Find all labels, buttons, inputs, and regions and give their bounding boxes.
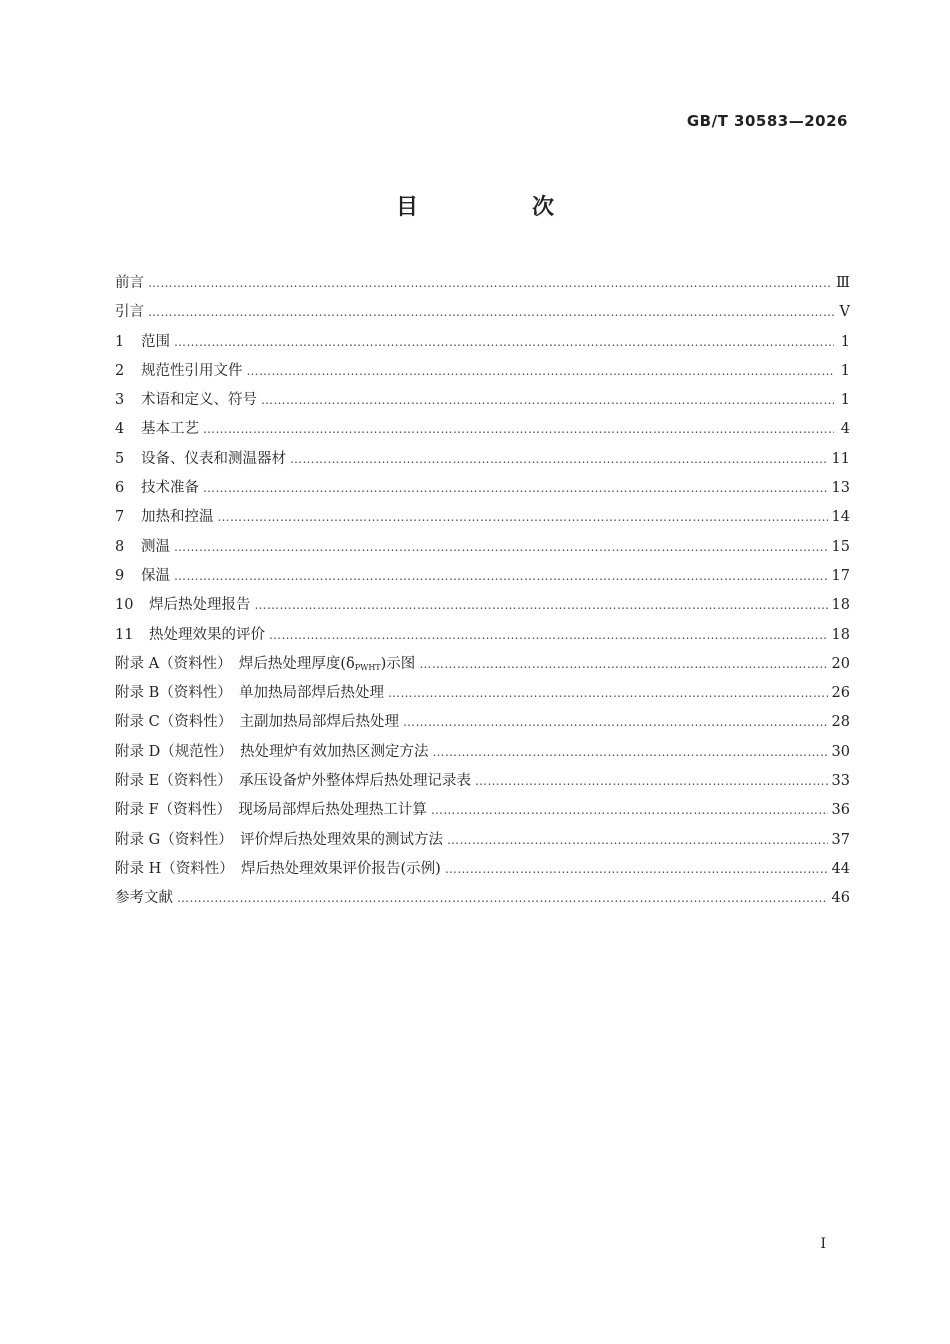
toc-entry-page: 18 — [831, 597, 850, 614]
toc-entry-label: 引言 — [115, 304, 144, 321]
toc-entry-5[interactable] — [115, 445, 850, 474]
toc-leader-dots — [445, 855, 828, 884]
toc-leader-dots — [269, 621, 828, 650]
toc-entry-annex-b[interactable] — [115, 679, 850, 708]
toc-entry-label: 规范性引用文件 — [141, 362, 243, 379]
toc-entry-1[interactable] — [115, 328, 850, 357]
toc-leader-dots — [255, 591, 828, 620]
toc-entry-number: 10 — [115, 597, 134, 614]
toc-entry-page: 44 — [831, 860, 850, 877]
toc-leader-dots — [431, 796, 828, 825]
toc-entry-label: 附录 B（资料性） 单加热局部焊后热处理 — [115, 685, 385, 702]
toc-entry-bibliography[interactable] — [115, 884, 850, 913]
toc-entry-page: 36 — [831, 802, 850, 819]
toc-entry-page: 46 — [831, 890, 850, 907]
toc-entry-page: 37 — [831, 831, 850, 848]
toc-entry-page: 4 — [840, 421, 850, 438]
toc-entry-number: 7 — [115, 509, 125, 526]
toc-entry-label: 测温 — [141, 538, 170, 555]
table-of-contents — [115, 269, 850, 914]
toc-entry-page: Ⅴ — [839, 304, 850, 321]
toc-leader-dots — [290, 445, 828, 474]
toc-entry-8[interactable] — [115, 533, 850, 562]
toc-entry-label: 前言 — [115, 275, 144, 291]
subscript: PWHT — [354, 662, 381, 672]
toc-entry-label: 附录 C（资料性） 主副加热局部焊后热处理 — [115, 714, 399, 731]
toc-entry-annex-d[interactable] — [115, 738, 850, 767]
toc-entry-label: 参考文献 — [115, 890, 173, 907]
toc-leader-dots — [177, 884, 828, 913]
toc-entry-annex-g[interactable] — [115, 826, 850, 855]
toc-entry-number: 8 — [115, 538, 125, 555]
toc-entry-label: 附录 H（资料性） 焊后热处理效果评价报告(示例) — [115, 860, 441, 877]
toc-entry-label: 附录 E（资料性） 承压设备炉外整体焊后热处理记录表 — [115, 773, 471, 790]
toc-entry-annex-e[interactable] — [115, 767, 850, 796]
toc-entry-page: 18 — [831, 626, 850, 643]
toc-entry-page: 13 — [831, 480, 850, 497]
toc-leader-dots — [388, 679, 828, 708]
toc-entry-label: 范围 — [141, 333, 170, 350]
toc-entry-4[interactable] — [115, 415, 850, 444]
toc-entry-page: 20 — [831, 655, 850, 672]
toc-entry-page: 1 — [840, 362, 850, 379]
toc-leader-dots — [261, 386, 834, 415]
toc-entry-page: 17 — [831, 567, 850, 584]
toc-entry-3[interactable] — [115, 386, 850, 415]
toc-entry-page: 1 — [840, 333, 850, 350]
toc-leader-dots — [218, 503, 828, 532]
toc-entry-10[interactable] — [115, 591, 850, 620]
toc-entry-page: 11 — [831, 450, 850, 467]
toc-entry-7[interactable] — [115, 503, 850, 532]
toc-entry-page: 26 — [831, 685, 850, 702]
toc-leader-dots — [432, 738, 827, 767]
toc-leader-dots — [419, 650, 827, 679]
toc-entry-2[interactable] — [115, 357, 850, 386]
toc-entry-foreword[interactable] — [115, 269, 850, 298]
toc-entry-label: 附录 G（资料性） 评价焊后热处理效果的测试方法 — [115, 831, 443, 848]
toc-entry-introduction[interactable] — [115, 298, 850, 327]
toc-leader-dots — [403, 708, 828, 737]
toc-leader-dots — [247, 357, 835, 386]
toc-entry-page: Ⅲ — [836, 275, 850, 291]
toc-leader-dots — [174, 328, 834, 357]
toc-leader-dots — [174, 533, 828, 562]
toc-entry-page: 30 — [831, 743, 850, 760]
toc-leader-dots — [148, 298, 834, 327]
toc-entry-number: 4 — [115, 421, 125, 438]
toc-entry-number: 5 — [115, 450, 125, 467]
toc-entry-annex-a[interactable] — [115, 650, 850, 679]
toc-entry-label: 附录 A（资料性） 焊后热处理厚度$(\delta_{PWHT})$示图 — [115, 655, 416, 672]
toc-entry-label: 保温 — [141, 567, 170, 584]
toc-entry-9[interactable] — [115, 562, 850, 591]
toc-entry-label: 附录 D（规范性） 热处理炉有效加热区测定方法 — [115, 743, 429, 760]
toc-entry-6[interactable] — [115, 474, 850, 503]
toc-entry-label: 技术准备 — [141, 480, 199, 497]
toc-entry-number: 9 — [115, 567, 125, 584]
toc-entry-page: 33 — [831, 773, 850, 790]
page-number: Ⅰ — [820, 1236, 826, 1252]
toc-entry-label: 热处理效果的评价 — [149, 626, 265, 643]
toc-entry-page: 15 — [831, 538, 850, 555]
toc-entry-label: 附录 F（资料性） 现场局部焊后热处理热工计算 — [115, 802, 427, 819]
toc-entry-label: 设备、仪表和测温器材 — [141, 450, 286, 467]
toc-entry-annex-h[interactable] — [115, 855, 850, 884]
toc-entry-page: 14 — [831, 509, 850, 526]
toc-entry-page: 1 — [840, 392, 850, 409]
toc-entry-label: 焊后热处理报告 — [149, 597, 251, 614]
toc-leader-dots — [203, 415, 834, 444]
toc-entry-page: 28 — [831, 714, 850, 731]
toc-entry-number: 11 — [115, 626, 134, 643]
toc-entry-annex-c[interactable] — [115, 708, 850, 737]
toc-leader-dots — [475, 767, 828, 796]
toc-entry-number: 6 — [115, 480, 125, 497]
toc-entry-label: 加热和控温 — [141, 509, 214, 526]
toc-entry-annex-f[interactable] — [115, 796, 850, 825]
toc-leader-dots — [174, 562, 828, 591]
toc-leader-dots — [447, 826, 828, 855]
toc-leader-dots — [148, 269, 832, 298]
toc-entry-number: 2 — [115, 362, 125, 379]
standard-number: GB/T 30583—2026 — [686, 112, 848, 130]
toc-entry-number: 1 — [115, 333, 125, 350]
toc-entry-11[interactable] — [115, 621, 850, 650]
toc-entry-number: 3 — [115, 392, 125, 409]
toc-entry-label: 基本工艺 — [141, 421, 199, 438]
toc-entry-label: 术语和定义、符号 — [141, 392, 257, 409]
toc-title: 目 次 — [395, 195, 600, 220]
toc-leader-dots — [203, 474, 828, 503]
